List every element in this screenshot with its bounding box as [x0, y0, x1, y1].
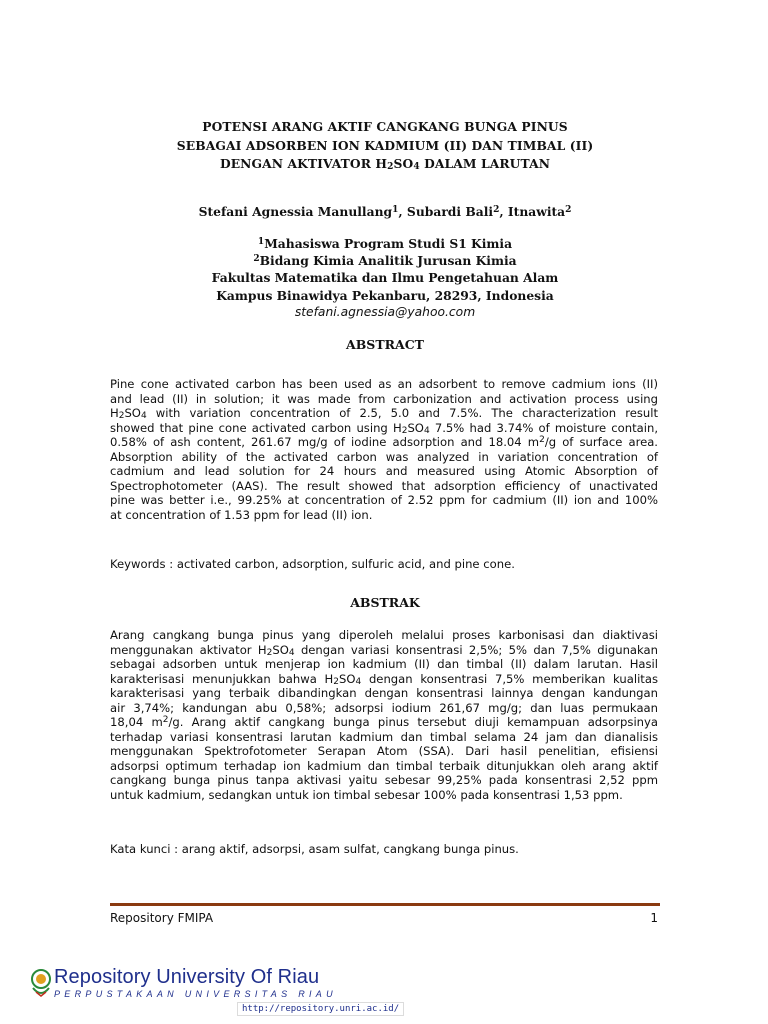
author-list: Stefani Agnessia Manullang$^1$, Subardi Bali$^2$, Itnawita$^2$: [198, 204, 572, 219]
abstract-body: Pine cone activated carbon has been used as an adsorbent to remove cadmium ions (II) and lead (II) in solution; it was made from carbonization and activation process using $H_2SO_4$ with variation concentration of 2.5, 5.0 and 7.5%. The characterization result showed that pine cone activated carbon using $H_2SO_4$ 7.5% had 3.74% of moisture contain, 0.58% of ash content, 261.67 mg/g of iodine adsorption and 18.04 $m^2/g$ of surface area. Absorption ability of the activated carbon was analyzed in variation concentration of cadmium and lead solution for 24 hours and measured using Atomic Absorption of Spectrophotometer (AAS). The result showed that adsorption efficiency of unactivated pine was better i.e., 99.25% at concentration of 2.52 ppm for cadmium (II) ion and 100% at concentration of 1.53 ppm for lead (II) ion.: [110, 377, 659, 522]
page-footer: [110, 911, 660, 925]
university-logo-icon: [30, 968, 52, 998]
affiliation-line-1: $^1$Mahasiswa Program Studi S1 Kimia: [257, 236, 513, 251]
repository-name: Repository University Of Riau: [54, 966, 320, 988]
footer-rule: [110, 903, 660, 906]
affiliation-line-2: $^2$Bidang Kimia Analitik Jurusan Kimia: [253, 253, 517, 269]
repository-banner: [30, 968, 430, 1018]
title-line-1: POTENSI ARANG AKTIF CANGKANG BUNGA PINUS: [202, 119, 568, 134]
paper-title: [110, 118, 660, 174]
repository-subtitle: PERPUSTAKAAN UNIVERSITAS RIAU: [54, 989, 337, 999]
title-line-2: SEBAGAI ADSORBEN ION KADMIUM (II) DAN TIMBAL (II): [176, 137, 594, 153]
affiliations: [110, 235, 660, 321]
abstrak-keywords: Kata kunci : arang aktif, adsorpsi, asam sulfat, cangkang bunga pinus.: [110, 842, 519, 856]
abstrak-heading: ABSTRAK: [350, 595, 420, 610]
title-line-3: DENGAN AKTIVATOR $H_2SO_4$ DALAM LARUTAN: [219, 156, 551, 172]
repository-url-link[interactable]: http://repository.unri.ac.id/: [237, 1002, 404, 1016]
abstrak-body: Arang cangkang bunga pinus yang diperoleh melalui proses karbonisasi dan diaktivasi menggunakan aktivator $H_2SO_4$ dengan variasi konsentrasi 2,5%; 5% dan 7,5% digunakan sebagai adsorben untuk menjerap ion kadmium (II) dan timbal (II) dalam larutan. Hasil karakterisasi menunjukkan bahwa $H_2SO_4$ dengan konsentrasi 7,5% memberikan kualitas karakterisasi yang terbaik dibandingkan dengan konsentrasi lainnya dengan kandungan air 3,74%; kandungan abu 0,58%; adsorpsi iodium 261,67 mg/g; dan luas permukaan 18,04 $m^2/g$. Arang aktif cangkang bunga pinus tersebut diuji kemampuan adsorpsinya terhadap variasi konsentrasi larutan kadmium dan timbal selama 24 jam dan dianalisis menggunakan Spektrofotometer Serapan Atom (SSA). Dari hasil penelitian, efisiensi adsorpsi optimum terhadap ion kadmium dan timbal terbaik ditunjukkan oleh arang aktif cangkang bunga pinus tanpa aktivasi yaitu sebesar 99,25% pada konsentrasi 2,52 ppm untuk kadmium, sedangkan untuk ion timbal sebesar 100% pada konsentrasi 1,53 ppm.: [110, 628, 658, 803]
page-number: 1: [650, 911, 658, 925]
abstract-heading: ABSTRACT: [346, 337, 424, 352]
affiliation-line-4: Kampus Binawidya Pekanbaru, 28293, Indonesia: [216, 287, 554, 303]
abstract-keywords: Keywords : activated carbon, adsorption, sulfuric acid, and pine cone.: [110, 557, 515, 571]
author-email[interactable]: stefani.agnessia@yahoo.com: [294, 304, 476, 319]
footer-label: Repository FMIPA: [110, 911, 214, 925]
affiliation-line-3: Fakultas Matematika dan Ilmu Pengetahuan Alam: [211, 270, 559, 286]
